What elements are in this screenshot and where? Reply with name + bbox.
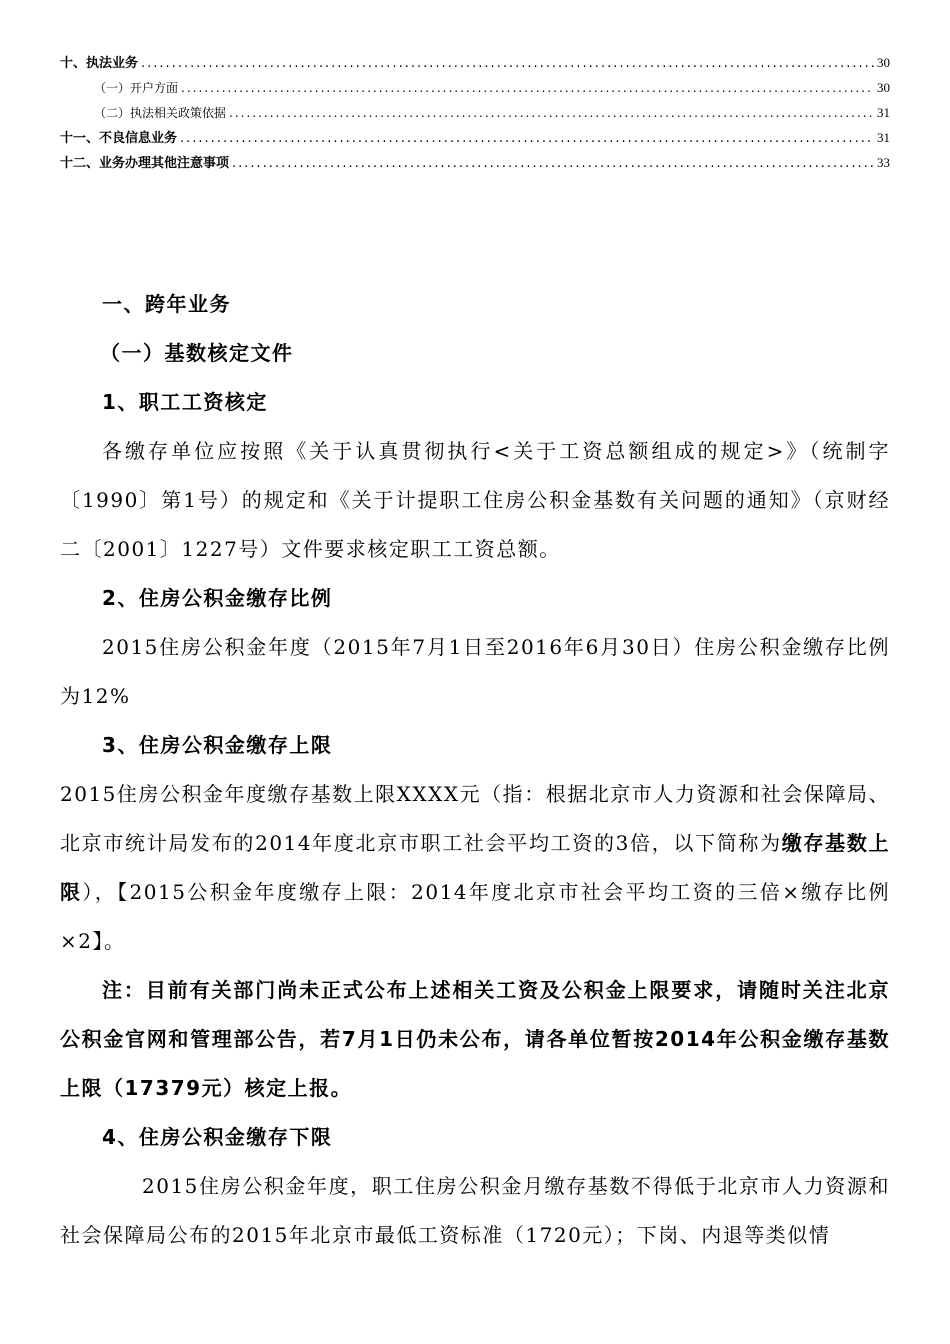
toc-entry-page: 31	[877, 130, 890, 145]
toc-entry-page: 31	[877, 105, 890, 120]
toc-entry[interactable]	[60, 100, 890, 125]
toc-entry[interactable]	[60, 50, 890, 75]
note-paragraph: 注：目前有关部门尚未正式公布上述相关工资及公积金上限要求，请随时关注北京公积金官网和管理部公告，若7月1日仍未公布，请各单位暂按2014年公积金缴存基数上限（17379元）核定上报。	[60, 978, 890, 1100]
paragraph: 各缴存单位应按照《关于认真贯彻执行<关于工资总额组成的规定>》（统制字〔1990〕第1号）的规定和《关于计提职工住房公积金基数有关问题的通知》（京财经二〔2001〕1227号）文件要求核定职工工资总额。	[60, 439, 890, 561]
section-heading: 一、跨年业务	[102, 292, 231, 316]
toc-entry-label: 十一、不良信息业务	[60, 131, 178, 146]
toc-entry-label: （二）执法相关政策依据	[94, 106, 227, 120]
item-heading: 2、住房公积金缴存比例	[102, 586, 333, 610]
toc-entry-page: 33	[877, 155, 890, 170]
paragraph-text: 2015住房公积金年度缴存基数上限XXXX元（指：根据北京市人力资源和社会保障局、北京市统计局发布的2014年度北京市职工社会平均工资的3倍，以下简称为	[60, 782, 890, 855]
toc-leader-dots	[180, 126, 874, 151]
item-heading: 1、职工工资核定	[102, 390, 268, 414]
toc-leader-dots	[141, 51, 874, 76]
toc-entry[interactable]	[60, 75, 890, 100]
toc-leader-dots	[181, 76, 874, 101]
document-body	[60, 280, 890, 1260]
item-heading: 4、住房公积金缴存下限	[102, 1125, 333, 1149]
item-heading: 3、住房公积金缴存上限	[102, 733, 333, 757]
toc-entry[interactable]	[60, 150, 890, 175]
toc-entry-label: （一）开户方面	[94, 81, 179, 95]
toc-entry-label: 十、执法业务	[60, 56, 139, 71]
table-of-contents	[60, 50, 890, 175]
toc-leader-dots	[229, 101, 874, 126]
paragraph: 2015住房公积金年度，职工住房公积金月缴存基数不得低于北京市人力资源和社会保障局公布的2015年北京市最低工资标准（1720元）；下岗、内退等类似情	[60, 1174, 890, 1247]
toc-entry-label: 十二、业务办理其他注意事项	[60, 156, 230, 171]
paragraph	[60, 770, 890, 966]
paragraph: 2015住房公积金年度（2015年7月1日至2016年6月30日）住房公积金缴存比例为12%	[60, 635, 890, 708]
toc-leader-dots	[232, 151, 874, 176]
subsection-heading: （一）基数核定文件	[100, 341, 294, 365]
toc-entry-page: 30	[877, 80, 890, 95]
toc-entry-page: 30	[877, 55, 890, 70]
toc-entry[interactable]	[60, 125, 890, 150]
bold-term: 缴存基数上限	[60, 831, 891, 904]
paragraph-text: ），【2015公积金年度缴存上限：2014年度北京市社会平均工资的三倍×缴存比例×2】。	[60, 880, 891, 953]
